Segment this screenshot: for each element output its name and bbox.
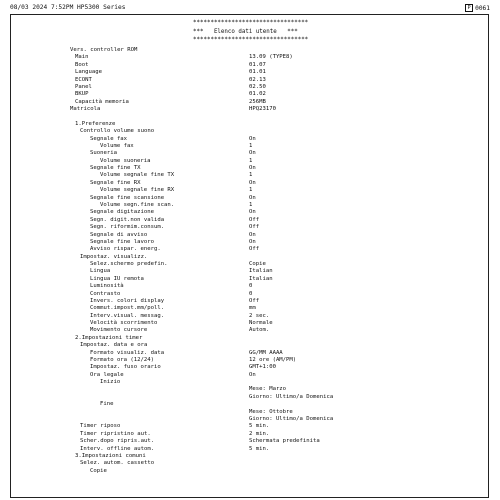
row-label: Language: [75, 69, 102, 76]
row-value: Giorno: Ultimo/a Domenica: [249, 393, 334, 400]
row-value: Autom.: [249, 327, 270, 334]
row-value: Giorno: Ultimo/a Domenica: [249, 416, 334, 422]
row-value: On: [249, 194, 256, 201]
row-label: Impostaz. fuso orario: [90, 364, 161, 371]
row-value: GMT+1:00: [249, 364, 276, 371]
row-value: 5 min.: [249, 445, 270, 452]
row-value: Mese: Ottobre: [249, 408, 293, 415]
page-number-block: [465, 4, 490, 12]
row-label: Copie: [90, 467, 107, 474]
row-value: 1: [249, 157, 253, 164]
row-value: 2 sec.: [249, 312, 270, 319]
title-bottom-stars: *********************************: [193, 37, 309, 43]
row-label: Contrasto: [90, 290, 121, 297]
row-label: 1.Preferenze: [75, 120, 116, 127]
row-label: Segnale digitazione: [90, 209, 154, 216]
row-label: Capacità memoria: [75, 98, 129, 105]
row-label: Lingua IU remota: [90, 275, 144, 282]
row-label: Volume segnale fine TX: [100, 172, 175, 179]
row-label: Formato ora (12/24): [90, 356, 154, 363]
row-label: Panel: [75, 83, 92, 90]
row-label: Segn. riformim.consum.: [90, 224, 165, 231]
row-label: Interv. offline autom.: [80, 445, 155, 452]
row-label: Formato visualiz. data: [90, 349, 165, 356]
row-label: Movimento cursore: [90, 327, 148, 334]
row-value: 13.09 (TYPE8): [249, 54, 293, 61]
row-value: HPQ23170: [249, 106, 276, 113]
page-icon: P: [465, 4, 473, 12]
row-label: Lingua: [90, 268, 111, 275]
row-value: Off: [249, 297, 260, 304]
row-label: Interv.visual. messag.: [90, 312, 165, 319]
row-value: GG/MM AAAA: [249, 349, 283, 356]
row-value: 5 min.: [249, 423, 270, 430]
row-label: Selez. autom. cassetto: [80, 460, 155, 467]
row-value: On: [249, 135, 256, 142]
row-value: Normale: [249, 320, 273, 327]
row-label: Segnale fine lavoro: [90, 238, 154, 245]
row-label: Vers. controller ROM: [70, 47, 138, 53]
row-label: Segnale fine RX: [90, 179, 141, 186]
row-label: Avviso rispar. energ.: [90, 246, 161, 253]
row-value: 01.01: [249, 69, 266, 76]
row-value: Off: [249, 216, 260, 223]
row-label: Velocità scorrimento: [90, 320, 158, 327]
row-label: Commut.impost.mm/poll.: [90, 305, 165, 312]
row-value: 2 min.: [249, 430, 270, 437]
row-value: On: [249, 231, 256, 238]
row-label: Impostaz. visualizz.: [80, 253, 148, 260]
row-label: Volume segnale fine RX: [100, 187, 175, 194]
row-label: Suoneria: [90, 150, 117, 157]
row-label: Timer ripristino aut.: [80, 430, 151, 437]
fax-header-text: 08/03 2024 7:52PM HP5300 Series: [10, 4, 126, 11]
row-value: 0: [249, 283, 253, 290]
row-value: 02.50: [249, 83, 266, 90]
row-value: 1: [249, 172, 253, 179]
row-value: On: [249, 150, 256, 157]
row-value: Off: [249, 246, 260, 253]
row-label: Luminosità: [90, 283, 124, 290]
row-label: Scher.dopo ripris.aut.: [80, 438, 155, 445]
row-value: On: [249, 371, 256, 378]
row-label: Controllo volume suono: [80, 128, 155, 135]
row-value: Off: [249, 224, 260, 231]
row-value: 12 ore (AM/PM): [249, 356, 297, 363]
row-label: BKUP: [75, 91, 89, 98]
row-label: Impostaz. data e ora: [80, 342, 148, 349]
row-value: mm: [249, 305, 256, 312]
row-label: Segnale fax: [90, 135, 128, 142]
row-label: Invers. colori display: [90, 297, 165, 304]
row-label: Main: [75, 54, 89, 61]
row-value: 1: [249, 142, 253, 149]
row-label: Fine: [100, 401, 114, 408]
row-value: 01.07: [249, 61, 266, 68]
title-top-stars: *********************************: [193, 20, 309, 26]
row-value: Italian: [249, 275, 273, 282]
row-value: 02.13: [249, 76, 266, 83]
row-label: Boot: [75, 61, 89, 68]
page-title: *** Elenco dati utente ***: [193, 29, 298, 35]
row-value: Mese: Marzo: [249, 386, 287, 393]
row-value: Copie: [249, 261, 266, 268]
row-label: Timer riposo: [80, 423, 121, 430]
row-label: 3.Impostazioni comuni: [75, 452, 146, 459]
row-label: 2.Impostazioni timer: [75, 334, 143, 341]
row-label: Segnale di avviso: [90, 231, 148, 238]
row-value: On: [249, 209, 256, 216]
row-label: Selez.schermo predefin.: [90, 261, 168, 268]
row-label: Matricola: [70, 106, 101, 113]
row-label: Volume fax: [100, 142, 134, 149]
row-value: On: [249, 165, 256, 172]
page-number: 0061: [475, 4, 490, 12]
row-label: Volume segn.fine scan.: [100, 201, 175, 208]
row-label: Segnale fine TX: [90, 165, 141, 172]
row-value: 0: [249, 290, 253, 297]
row-label: Segnale fine scansione: [90, 194, 165, 201]
row-value: 256MB: [249, 98, 266, 105]
row-label: ECONT: [75, 76, 92, 83]
row-value: Schermata predefinita: [249, 438, 320, 445]
fax-header: [10, 4, 490, 14]
row-value: On: [249, 238, 256, 245]
row-value: On: [249, 179, 256, 186]
row-label: Segn. digit.non valida: [90, 216, 165, 223]
row-value: 1: [249, 201, 253, 208]
row-value: 01.02: [249, 91, 266, 98]
row-value: Italian: [249, 268, 273, 275]
row-label: Inizio: [100, 379, 121, 386]
row-value: 1: [249, 187, 253, 194]
row-label: Ora legale: [90, 371, 124, 378]
row-label: Volume suoneria: [100, 157, 151, 164]
